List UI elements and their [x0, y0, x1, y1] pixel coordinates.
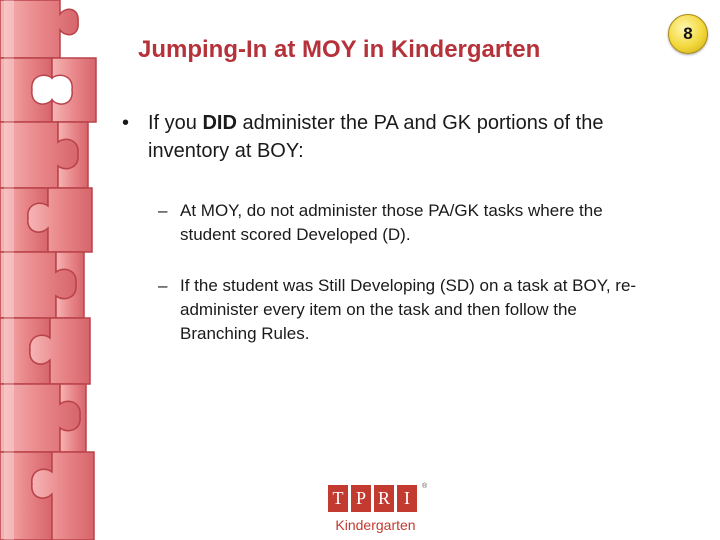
bullet-text-bold: DID	[202, 112, 237, 134]
logo-letter: P	[351, 485, 371, 512]
sub-bullet-still-developing	[158, 274, 658, 346]
sub-bullet-dash: –	[158, 201, 168, 220]
bullet-marker: •	[122, 112, 130, 134]
puzzle-border-decoration	[0, 0, 112, 540]
main-bullet	[122, 109, 682, 165]
page-number: 8	[683, 24, 693, 43]
logo-letter: T	[328, 485, 348, 512]
sub-bullet-text: At MOY, do not administer those PA/GK tasks where the student scored Developed (D).	[180, 201, 603, 244]
bullet-text-end: administer the PA and GK portions of the inventory at BOY:	[148, 112, 604, 162]
registered-mark: ®	[422, 483, 428, 490]
bullet-text-start: If you	[148, 112, 203, 134]
sub-bullet-text: If the student was Still Developing (SD) on a task at BOY, re-administer every item on the task and then follow the Branching Rules.	[180, 276, 637, 343]
logo-subtitle: Kindergarten	[335, 517, 416, 533]
logo-letters	[328, 485, 428, 512]
tpri-kindergarten-logo	[328, 485, 428, 535]
sub-bullet-dash: –	[158, 276, 168, 295]
bullet-text	[148, 109, 682, 165]
slide-title: Jumping-In at MOY in Kindergarten	[138, 36, 541, 63]
puzzle-piece	[52, 58, 96, 122]
page-number-badge	[668, 14, 708, 54]
logo-letter: R	[374, 485, 394, 512]
logo-letter: I	[397, 485, 417, 512]
sub-bullet-developed	[158, 199, 658, 247]
